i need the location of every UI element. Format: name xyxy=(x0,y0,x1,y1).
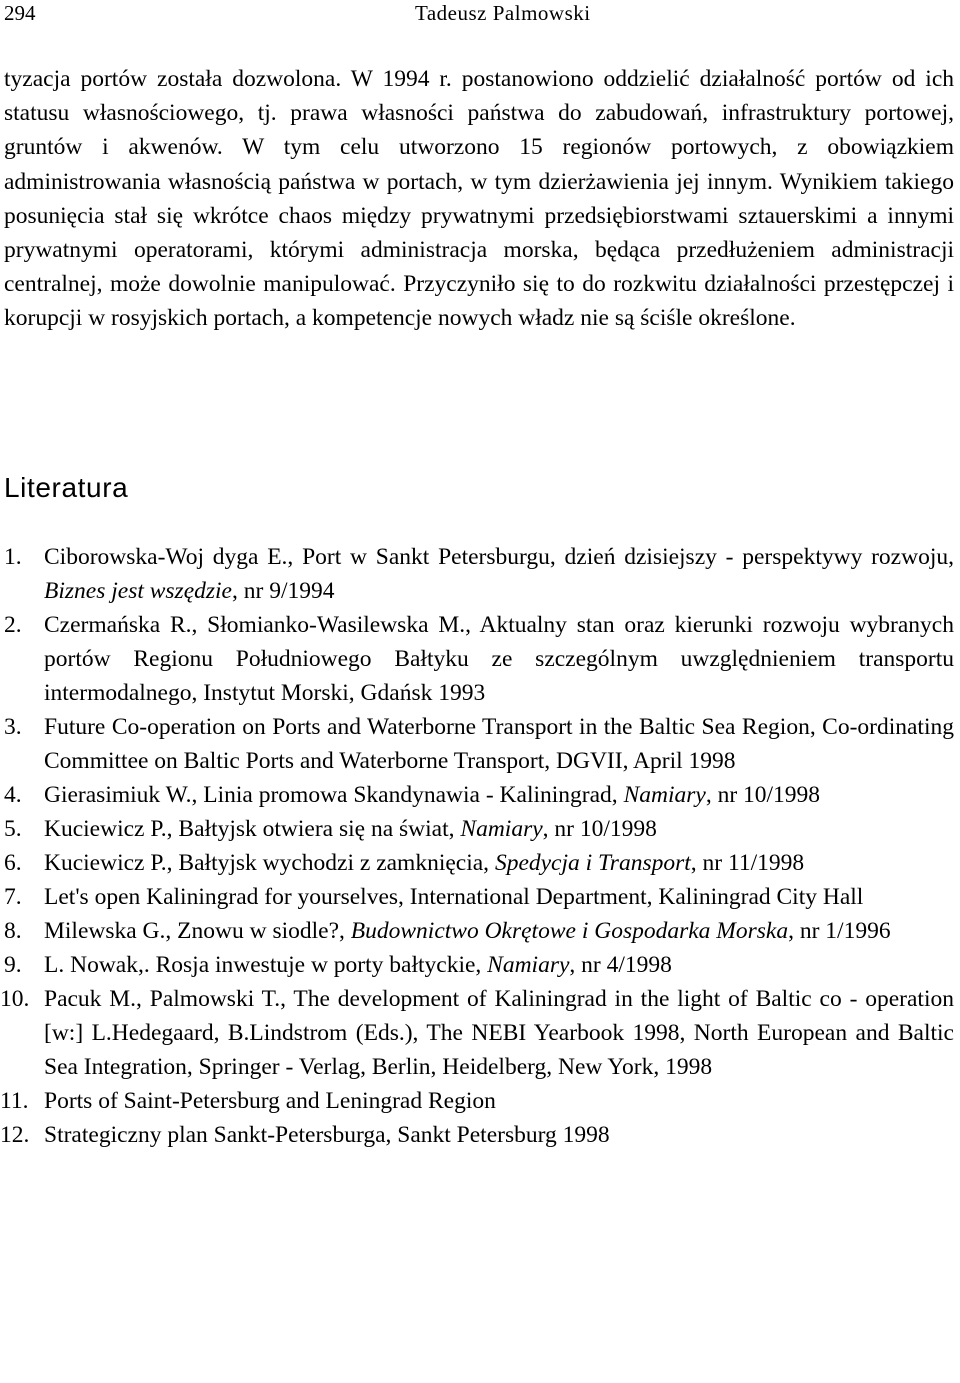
reference-issue: , nr 1/1996 xyxy=(788,918,891,944)
reference-number: 4. xyxy=(4,782,22,808)
reference-text: Kuciewicz P., Bałtyjsk otwiera się na świat, xyxy=(44,816,461,842)
reference-item xyxy=(0,880,954,914)
reference-item xyxy=(0,846,954,880)
reference-text: Strategiczny plan Sankt-Petersburga, Sankt Petersburg 1998 xyxy=(44,1122,610,1148)
reference-text: Pacuk M., Palmowski T., The development of Kaliningrad in the light of Baltic co - operation [w:] L.Hedegaard, B.Lindstrom (Eds.), The NEBI Yearbook 1998, North European and Baltic Sea Integration, Springer - Verlag, Berlin, Heidelberg, New York, 1998 xyxy=(44,986,954,1080)
reference-number: 2. xyxy=(4,612,22,638)
reference-issue: , nr 10/1998 xyxy=(542,816,657,842)
reference-item xyxy=(0,1084,954,1118)
reference-issue: , nr 10/1998 xyxy=(705,782,821,808)
reference-number: 5. xyxy=(4,816,22,842)
literature-heading: Literatura xyxy=(4,472,129,503)
reference-text: Ciborowska-Woj dyga E., Port w Sankt Petersburgu, dzień dzisiejszy - perspektywy rozwoju, xyxy=(44,544,954,570)
reference-text: Gierasimiuk W., Linia promowa Skandynawia - Kaliningrad, xyxy=(44,782,624,808)
reference-item xyxy=(0,710,954,778)
reference-number: 7. xyxy=(4,884,22,910)
reference-text: Ports of Saint-Petersburg and Leningrad Region xyxy=(44,1088,496,1114)
reference-number: 6. xyxy=(4,850,22,876)
reference-number: 9. xyxy=(4,952,22,978)
reference-list xyxy=(0,540,954,1152)
reference-number: 12. xyxy=(0,1122,30,1148)
reference-issue: , nr 4/1998 xyxy=(569,952,672,978)
reference-number: 11. xyxy=(0,1088,29,1114)
reference-number: 8. xyxy=(4,918,22,944)
reference-text: Kuciewicz P., Bałtyjsk wychodzi z zamknięcia, xyxy=(44,850,495,876)
body-paragraph: tyzacja portów została dozwolona. W 1994 r. postanowiono oddzielić działalność portów od ich statusu własnościowego, tj. prawa własności państwa do zabudowań, infrastruktury portowej, gruntów i akwenów. W tym celu utworzono 15 regionów portowych, z obowiązkiem administrowania własnością państwa w portach, w tym dzierżawienia jej innym. Wynikiem takiego posunięcia stał się wkrótce chaos między prywatnymi przedsiębiorstwami sztauerskimi a innymi prywatnymi operatorami, którymi administracja morska, będąca przedłużeniem administracji centralnej, może dowolnie manipulować. Przyczyniło się to do rozkwitu działalności przestępczej i korupcji w rosyjskich portach, a kompetencje nowych władz nie są ściśle określone. xyxy=(4,66,954,332)
reference-text: Let's open Kaliningrad for yourselves, International Department, Kaliningrad City Hall xyxy=(44,884,864,910)
reference-source-title: Budownictwo Okrętowe i Gospodarka Morska xyxy=(350,918,789,944)
reference-item xyxy=(0,608,954,710)
reference-text: Future Co-operation on Ports and Waterborne Transport in the Baltic Sea Region, Co-ordinating Committee on Baltic Ports and Waterborne Transport, DGVII, April 1998 xyxy=(44,714,954,774)
reference-item xyxy=(0,982,954,1084)
running-head xyxy=(0,0,960,28)
reference-source-title: Namiary xyxy=(487,952,570,978)
reference-text: L. Nowak,. Rosja inwestuje w porty bałtyckie, xyxy=(44,952,488,978)
reference-item xyxy=(0,812,954,846)
reference-text: Czermańska R., Słomianko-Wasilewska M., Aktualny stan oraz kierunki rozwoju wybranych portów Regionu Południowego Bałtyku ze szczególnym uwzględnieniem transportu intermodalnego, Instytut Morski, Gdańsk 1993 xyxy=(44,612,954,706)
running-head-author: Tadeusz Palmowski xyxy=(415,1,591,25)
reference-source-title: Spedycja i Transport xyxy=(494,850,691,876)
reference-number: 10. xyxy=(0,986,30,1012)
reference-source-title: Biznes jest wszędzie xyxy=(44,578,232,604)
reference-number: 1. xyxy=(4,544,22,570)
reference-source-title: Namiary xyxy=(460,816,543,842)
reference-source-title: Namiary xyxy=(623,782,706,808)
reference-item xyxy=(0,914,954,948)
page-number: 294 xyxy=(4,1,36,25)
reference-item xyxy=(0,778,954,812)
reference-item xyxy=(0,540,954,608)
reference-item xyxy=(0,948,954,982)
reference-issue: , nr 11/1998 xyxy=(690,850,805,876)
reference-item xyxy=(0,1118,954,1152)
reference-text: Milewska G., Znowu w siodle?, xyxy=(44,918,351,944)
reference-issue: , nr 9/1994 xyxy=(232,578,335,604)
reference-number: 3. xyxy=(4,714,22,740)
